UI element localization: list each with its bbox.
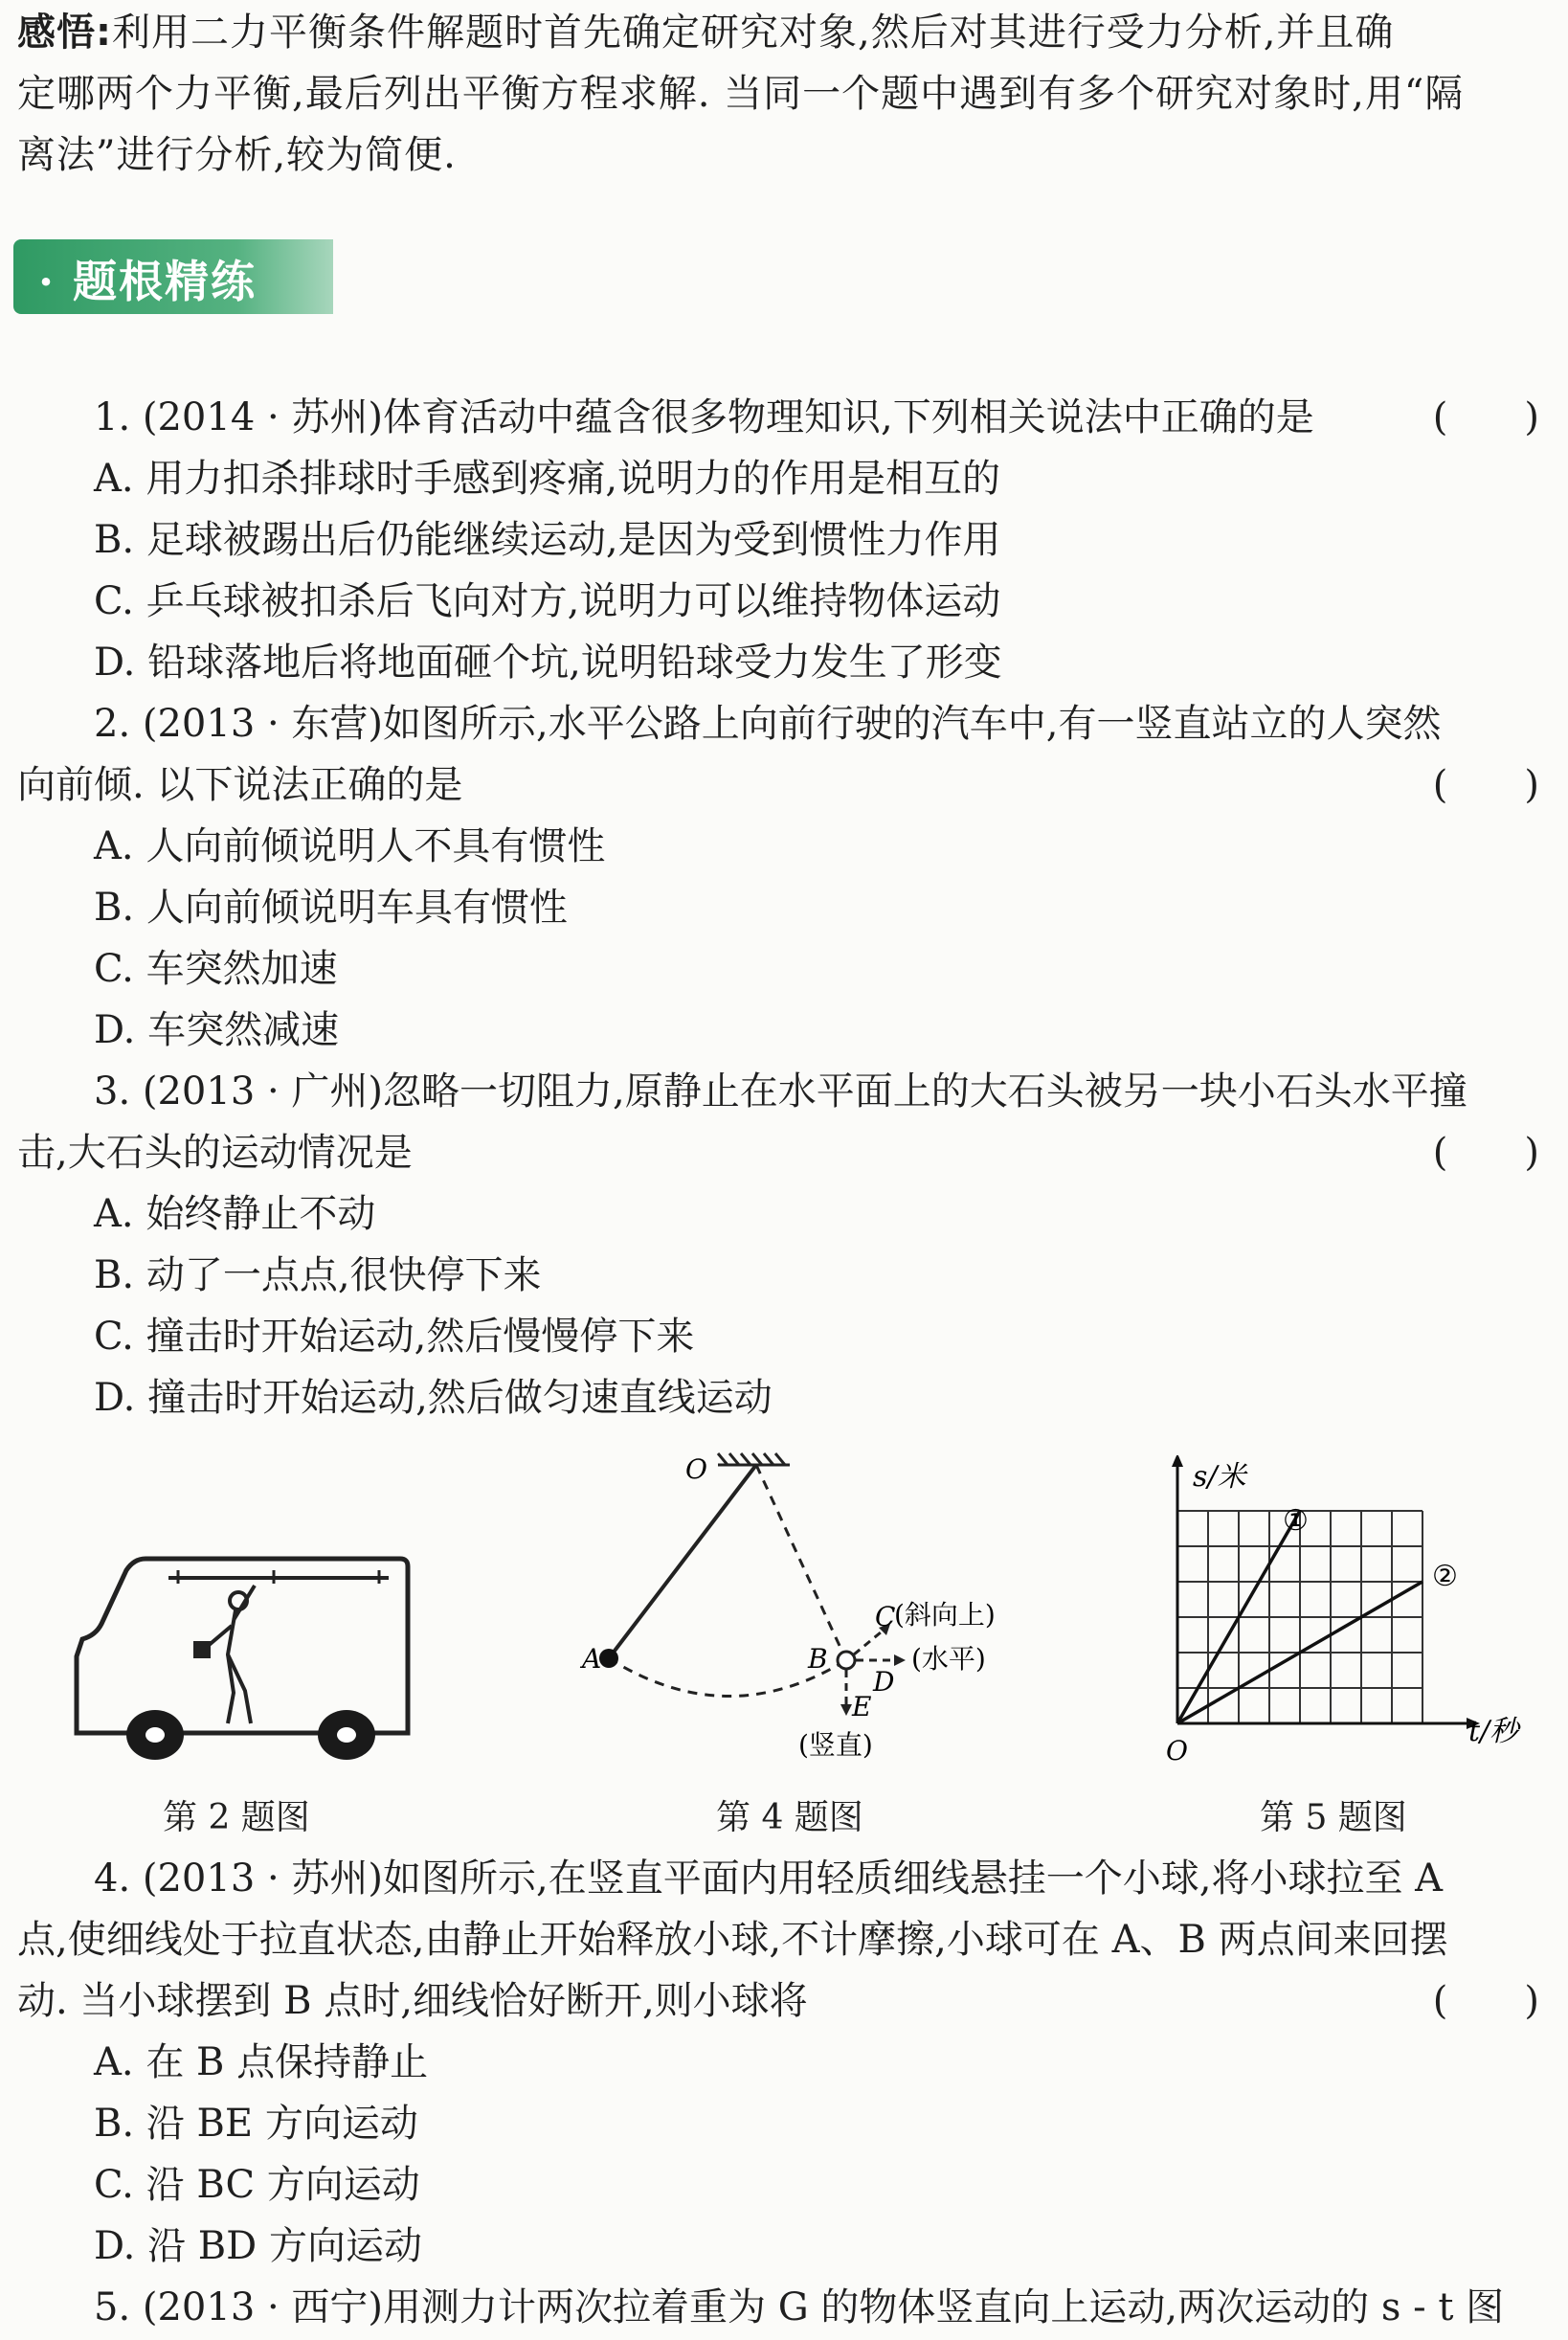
question-5 — [17, 2277, 1549, 2338]
standing-person — [195, 1586, 255, 1723]
option-a: A. 人向前倾说明人不具有惯性 — [94, 824, 606, 868]
origin-label: O — [1166, 1735, 1188, 1766]
question-stem: 3. (2013 · 广州)忽略一切阻力,原静止在水平面上的大石头被另一块小石头水平撞 — [94, 1069, 1467, 1114]
section-title: · 题根精练 — [38, 256, 258, 307]
option-b: B. 人向前倾说明车具有惯性 — [94, 886, 568, 930]
question-stem: 击,大石头的运动情况是 — [17, 1131, 413, 1175]
figure-2-car — [63, 1532, 427, 1762]
question-stem: 点,使细线处于拉直状态,由静止开始释放小球,不计摩擦,小球可在 A、B 两点间来回摆 — [17, 1918, 1448, 1962]
option-c: C. 沿 BC 方向运动 — [94, 2163, 420, 2207]
insight-line: 离法”进行分析,较为简便. — [17, 133, 457, 177]
question-3 — [17, 1061, 1549, 1429]
question-4 — [17, 1848, 1549, 2277]
answer-paren: ( ) — [1432, 1131, 1539, 1175]
string-line — [609, 1465, 756, 1658]
option-d: D. 撞击时开始运动,然后做匀速直线运动 — [94, 1376, 773, 1420]
y-axis-arrow — [1172, 1455, 1183, 1467]
question-stem: 4. (2013 · 苏州)如图所示,在竖直平面内用轻质细线悬挂一个小球,将小球拉至 A — [94, 1856, 1444, 1901]
point-o-label: O — [685, 1453, 707, 1485]
figure-4-pendulum — [574, 1446, 1072, 1771]
point-e-label: E — [852, 1691, 872, 1722]
question-2 — [17, 693, 1549, 1061]
question-stem: 1. (2014 · 苏州)体育活动中蕴含很多物理知识,下列相关说法中正确的是 — [94, 395, 1314, 439]
option-d: D. 沿 BD 方向运动 — [94, 2224, 422, 2268]
insight-line: 利用二力平衡条件解题时首先确定研究对象,然后对其进行受力分析,并且确 — [112, 11, 1395, 55]
insight-label: 感悟: — [17, 11, 112, 55]
e-direction-label: (竖直) — [798, 1729, 873, 1761]
figure-4-caption: 第 4 题图 — [716, 1798, 863, 1837]
ball-at-b — [838, 1652, 855, 1669]
option-a: A. 用力扣杀排球时手感到疼痛,说明力的作用是相互的 — [94, 457, 1001, 501]
question-stem: 动. 当小球摆到 B 点时,细线恰好断开,则小球将 — [17, 1979, 808, 2023]
question-stem: 5. (2013 · 西宁)用测力计两次拉着重为 G 的物体竖直向上运动,两次运动的 s - t 图 — [94, 2285, 1505, 2329]
y-axis-label: s/米 — [1193, 1460, 1246, 1494]
figure-5-st-graph — [1149, 1455, 1551, 1771]
answer-paren: ( ) — [1432, 763, 1539, 807]
figure-2-caption: 第 2 题图 — [163, 1798, 310, 1837]
point-a-label: A — [582, 1643, 602, 1675]
option-d: D. 铅球落地后将地面砸个坑,说明铅球受力发生了形变 — [94, 641, 1002, 685]
ball-at-a — [599, 1649, 618, 1668]
insight-paragraph — [17, 2, 1549, 186]
string-dashed — [756, 1465, 846, 1660]
graph-grid — [1177, 1511, 1422, 1723]
question-1 — [17, 387, 1549, 693]
series-2-label: ② — [1432, 1560, 1458, 1593]
option-b: B. 沿 BE 方向运动 — [94, 2102, 418, 2146]
option-c: C. 车突然加速 — [94, 947, 338, 991]
answer-paren: ( ) — [1432, 1979, 1539, 2023]
figure-5-caption: 第 5 题图 — [1260, 1798, 1407, 1837]
question-stem: 2. (2013 · 东营)如图所示,水平公路上向前行驶的汽车中,有一竖直站立的人突然 — [94, 702, 1442, 746]
point-d-label: D — [873, 1666, 895, 1698]
option-a: A. 在 B 点保持静止 — [94, 2040, 429, 2084]
point-b-label: B — [808, 1643, 828, 1675]
option-c: C. 撞击时开始运动,然后慢慢停下来 — [94, 1315, 695, 1359]
ceiling-hatch — [718, 1453, 790, 1465]
question-stem: 向前倾. 以下说法正确的是 — [17, 763, 463, 807]
insight-line: 定哪两个力平衡,最后列出平衡方程求解. 当同一个题中遇到有多个研究对象时,用“隔 — [17, 72, 1465, 116]
x-axis-label: t/秒 — [1468, 1715, 1519, 1748]
section-banner — [13, 239, 333, 314]
option-a: A. 始终静止不动 — [94, 1192, 376, 1236]
point-c-label: C — [875, 1601, 896, 1632]
option-b: B. 足球被踢出后仍能继续运动,是因为受到惯性力作用 — [94, 518, 1001, 562]
option-d: D. 车突然减速 — [94, 1008, 340, 1052]
d-direction-label: (水平) — [911, 1643, 986, 1675]
option-c: C. 乒乓球被扣杀后飞向对方,说明力可以维持物体运动 — [94, 579, 1001, 623]
c-direction-label: (斜向上) — [894, 1599, 996, 1631]
series-1-label: ① — [1283, 1504, 1309, 1538]
answer-paren: ( ) — [1432, 395, 1539, 439]
car-body — [77, 1559, 408, 1733]
option-b: B. 动了一点点,很快停下来 — [94, 1253, 542, 1297]
